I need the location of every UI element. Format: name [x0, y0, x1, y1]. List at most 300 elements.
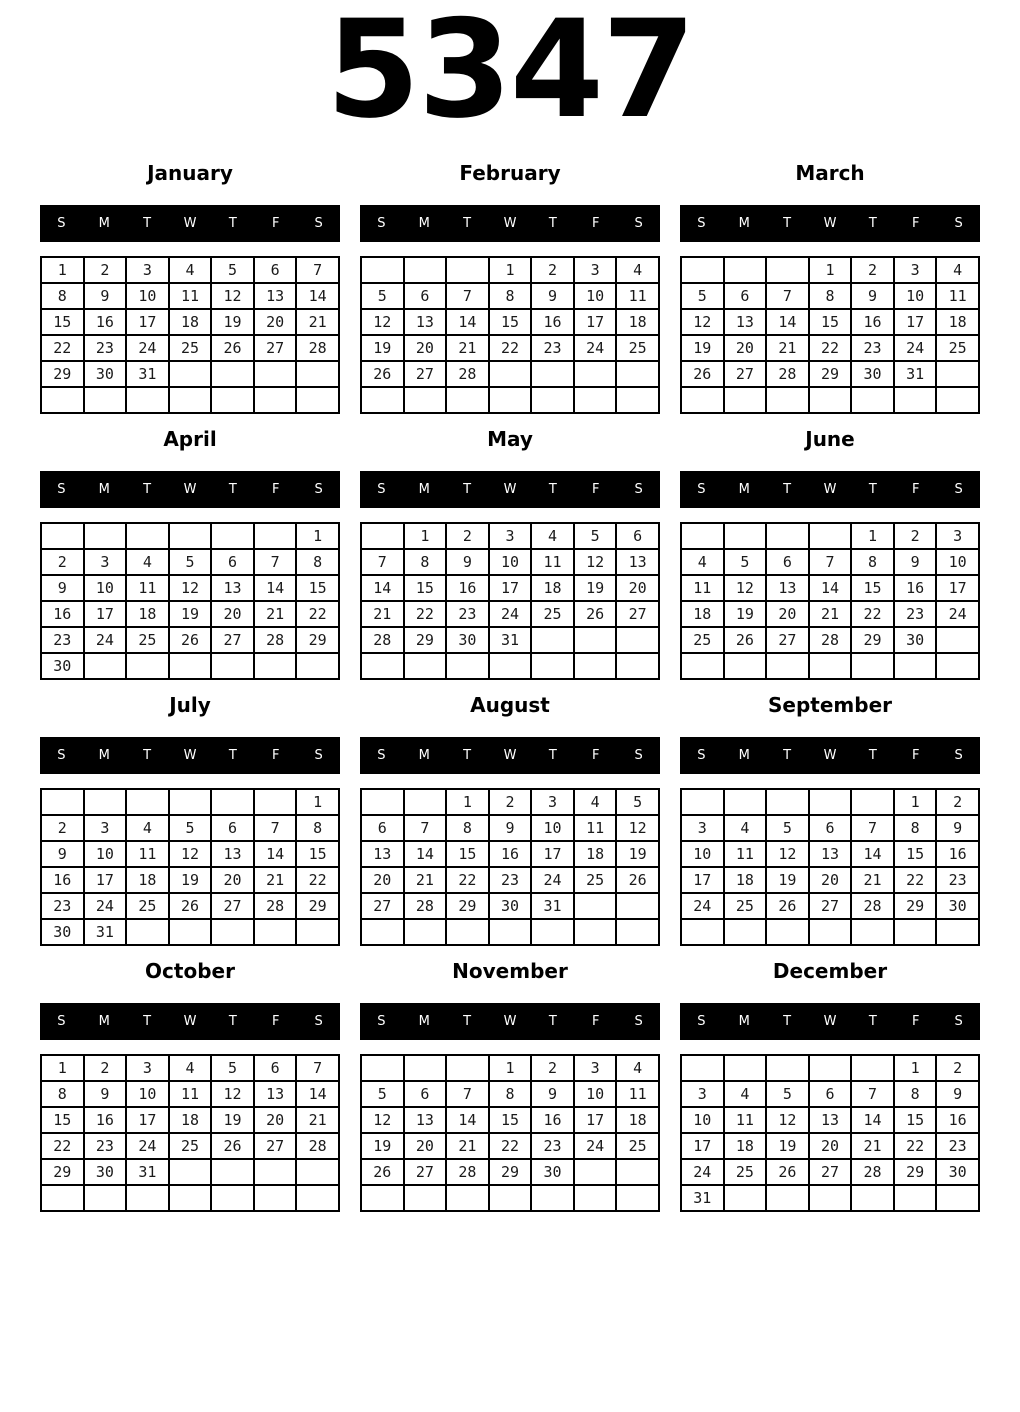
day-cell: 12 — [211, 283, 254, 309]
month-title: December — [772, 959, 888, 983]
day-cell: 12 — [574, 549, 617, 575]
empty-day-cell — [296, 387, 339, 413]
day-cell: 29 — [489, 1159, 532, 1185]
week-row — [681, 387, 979, 413]
day-cell: 14 — [446, 309, 489, 335]
day-cell: 9 — [936, 1081, 979, 1107]
day-cell: 24 — [936, 601, 979, 627]
weekday-header-row — [360, 471, 660, 508]
week-row — [681, 867, 979, 893]
week-row — [361, 653, 659, 679]
day-cell: 6 — [254, 257, 297, 283]
empty-day-cell — [254, 789, 297, 815]
day-cell: 29 — [404, 627, 447, 653]
day-cell: 25 — [616, 335, 659, 361]
day-cell: 23 — [489, 867, 532, 893]
day-cell: 27 — [809, 1159, 852, 1185]
weekday-label: T — [143, 748, 152, 763]
day-cell: 31 — [681, 1185, 724, 1211]
month-title: October — [145, 959, 235, 983]
day-cell: 6 — [766, 549, 809, 575]
empty-day-cell — [126, 653, 169, 679]
weekday-label: S — [634, 748, 643, 763]
day-cell: 11 — [574, 815, 617, 841]
weekday-label: F — [911, 216, 920, 231]
empty-day-cell — [851, 1055, 894, 1081]
day-cell: 15 — [489, 309, 532, 335]
day-cell: 21 — [851, 1133, 894, 1159]
day-cell: 28 — [446, 361, 489, 387]
empty-day-cell — [84, 1185, 127, 1211]
weekday-label: T — [228, 482, 237, 497]
weekday-label: S — [697, 216, 706, 231]
week-row — [361, 309, 659, 335]
day-cell: 6 — [809, 1081, 852, 1107]
weekday-label: M — [738, 216, 750, 231]
empty-day-cell — [809, 523, 852, 549]
empty-day-cell — [766, 1055, 809, 1081]
day-cell: 12 — [361, 1107, 404, 1133]
day-cell: 25 — [724, 1159, 767, 1185]
day-cell: 5 — [766, 1081, 809, 1107]
day-cell: 11 — [936, 283, 979, 309]
empty-day-cell — [489, 919, 532, 945]
day-cell: 17 — [531, 841, 574, 867]
day-cell: 17 — [489, 575, 532, 601]
month — [680, 425, 980, 680]
day-cell: 19 — [169, 601, 212, 627]
empty-day-cell — [616, 653, 659, 679]
weekday-label: F — [271, 482, 280, 497]
weekday-label: F — [591, 748, 600, 763]
weekday-label: T — [143, 482, 152, 497]
day-cell: 20 — [211, 601, 254, 627]
empty-day-cell — [724, 653, 767, 679]
empty-day-cell — [361, 1055, 404, 1081]
week-row — [41, 627, 339, 653]
empty-day-cell — [84, 653, 127, 679]
week-row — [681, 1081, 979, 1107]
day-cell: 1 — [489, 1055, 532, 1081]
day-cell: 1 — [851, 523, 894, 549]
empty-day-cell — [211, 789, 254, 815]
day-cell: 27 — [254, 335, 297, 361]
day-cell: 27 — [254, 1133, 297, 1159]
week-row — [41, 893, 339, 919]
day-cell: 13 — [361, 841, 404, 867]
day-cell: 23 — [446, 601, 489, 627]
day-cell: 24 — [574, 1133, 617, 1159]
day-cell: 1 — [809, 257, 852, 283]
weekday-label: F — [911, 748, 920, 763]
week-row — [41, 309, 339, 335]
month-day-grid — [680, 522, 980, 680]
week-row — [361, 815, 659, 841]
weekday-label: F — [271, 216, 280, 231]
empty-day-cell — [616, 893, 659, 919]
empty-day-cell — [41, 1185, 84, 1211]
week-row — [41, 1133, 339, 1159]
day-cell: 16 — [41, 867, 84, 893]
day-cell: 10 — [681, 841, 724, 867]
empty-day-cell — [851, 1185, 894, 1211]
day-cell: 7 — [809, 549, 852, 575]
day-cell: 23 — [936, 867, 979, 893]
day-cell: 5 — [574, 523, 617, 549]
week-row — [361, 1133, 659, 1159]
day-cell: 17 — [126, 309, 169, 335]
day-cell: 19 — [616, 841, 659, 867]
weekday-label: M — [98, 748, 110, 763]
day-cell: 24 — [126, 1133, 169, 1159]
year-title: 5347 — [326, 0, 694, 148]
empty-day-cell — [169, 361, 212, 387]
day-cell: 6 — [404, 283, 447, 309]
day-cell: 22 — [489, 335, 532, 361]
day-cell: 26 — [681, 361, 724, 387]
day-cell: 10 — [574, 283, 617, 309]
month-day-grid — [680, 1054, 980, 1212]
week-row — [41, 867, 339, 893]
week-row — [681, 283, 979, 309]
empty-day-cell — [169, 1159, 212, 1185]
day-cell: 21 — [446, 1133, 489, 1159]
day-cell: 8 — [296, 815, 339, 841]
day-cell: 18 — [169, 1107, 212, 1133]
day-cell: 14 — [296, 1081, 339, 1107]
month-day-grid — [680, 788, 980, 946]
day-cell: 27 — [404, 361, 447, 387]
week-row — [361, 387, 659, 413]
month-day-grid — [40, 788, 340, 946]
week-row — [41, 387, 339, 413]
empty-day-cell — [531, 1185, 574, 1211]
weekday-label: M — [738, 1014, 750, 1029]
day-cell: 24 — [84, 627, 127, 653]
day-cell: 29 — [41, 1159, 84, 1185]
day-cell: 17 — [574, 309, 617, 335]
day-cell: 6 — [809, 815, 852, 841]
weekday-label: W — [823, 748, 837, 763]
day-cell: 10 — [84, 575, 127, 601]
day-cell: 15 — [446, 841, 489, 867]
day-cell: 8 — [446, 815, 489, 841]
month — [40, 957, 340, 1212]
day-cell: 10 — [84, 841, 127, 867]
day-cell: 14 — [766, 309, 809, 335]
day-cell: 30 — [894, 627, 937, 653]
day-cell: 4 — [169, 1055, 212, 1081]
day-cell: 16 — [489, 841, 532, 867]
empty-day-cell — [211, 387, 254, 413]
day-cell: 23 — [851, 335, 894, 361]
day-cell: 29 — [296, 627, 339, 653]
empty-day-cell — [851, 653, 894, 679]
month-day-grid — [40, 1054, 340, 1212]
day-cell: 21 — [361, 601, 404, 627]
day-cell: 29 — [851, 627, 894, 653]
empty-day-cell — [936, 1185, 979, 1211]
day-cell: 4 — [531, 523, 574, 549]
weekday-label: W — [183, 482, 197, 497]
empty-day-cell — [489, 361, 532, 387]
weekday-label: T — [143, 1014, 152, 1029]
empty-day-cell — [254, 919, 297, 945]
empty-day-cell — [446, 919, 489, 945]
empty-day-cell — [574, 1185, 617, 1211]
empty-day-cell — [254, 1185, 297, 1211]
day-cell: 13 — [404, 1107, 447, 1133]
weekday-label: S — [634, 216, 643, 231]
weekday-label: S — [314, 748, 323, 763]
empty-day-cell — [894, 653, 937, 679]
day-cell: 11 — [616, 1081, 659, 1107]
weekday-label: M — [418, 482, 430, 497]
day-cell: 25 — [126, 627, 169, 653]
empty-day-cell — [616, 1159, 659, 1185]
week-row — [41, 257, 339, 283]
day-cell: 9 — [84, 283, 127, 309]
day-cell: 27 — [809, 893, 852, 919]
day-cell: 31 — [531, 893, 574, 919]
day-cell: 2 — [894, 523, 937, 549]
day-cell: 7 — [446, 283, 489, 309]
week-row — [681, 1159, 979, 1185]
weekday-label: W — [823, 1014, 837, 1029]
empty-day-cell — [211, 919, 254, 945]
day-cell: 28 — [766, 361, 809, 387]
day-cell: 26 — [574, 601, 617, 627]
day-cell: 17 — [894, 309, 937, 335]
day-cell: 20 — [724, 335, 767, 361]
day-cell: 28 — [296, 335, 339, 361]
day-cell: 20 — [404, 1133, 447, 1159]
day-cell: 16 — [851, 309, 894, 335]
day-cell: 16 — [531, 1107, 574, 1133]
day-cell: 2 — [936, 789, 979, 815]
weekday-label: T — [548, 216, 557, 231]
empty-day-cell — [254, 523, 297, 549]
day-cell: 1 — [446, 789, 489, 815]
day-cell: 30 — [531, 1159, 574, 1185]
weekday-label: M — [98, 482, 110, 497]
day-cell: 15 — [894, 841, 937, 867]
weekday-label: S — [314, 1014, 323, 1029]
day-cell: 30 — [41, 653, 84, 679]
day-cell: 30 — [936, 893, 979, 919]
week-row — [41, 1081, 339, 1107]
day-cell: 15 — [404, 575, 447, 601]
day-cell: 10 — [681, 1107, 724, 1133]
weekday-label: M — [738, 748, 750, 763]
day-cell: 23 — [41, 627, 84, 653]
day-cell: 12 — [724, 575, 767, 601]
empty-day-cell — [296, 1185, 339, 1211]
empty-day-cell — [574, 919, 617, 945]
day-cell: 21 — [809, 601, 852, 627]
day-cell: 21 — [254, 867, 297, 893]
day-cell: 15 — [296, 575, 339, 601]
weekday-label: S — [314, 216, 323, 231]
empty-day-cell — [404, 789, 447, 815]
day-cell: 20 — [616, 575, 659, 601]
day-cell: 27 — [616, 601, 659, 627]
day-cell: 5 — [681, 283, 724, 309]
day-cell: 14 — [404, 841, 447, 867]
day-cell: 30 — [936, 1159, 979, 1185]
week-row — [361, 1107, 659, 1133]
day-cell: 2 — [936, 1055, 979, 1081]
empty-day-cell — [296, 653, 339, 679]
day-cell: 29 — [809, 361, 852, 387]
day-cell: 10 — [894, 283, 937, 309]
weekday-label: M — [418, 748, 430, 763]
day-cell: 1 — [404, 523, 447, 549]
day-cell: 9 — [41, 841, 84, 867]
week-row — [361, 283, 659, 309]
empty-day-cell — [894, 919, 937, 945]
day-cell: 13 — [211, 575, 254, 601]
day-cell: 24 — [126, 335, 169, 361]
day-cell: 13 — [404, 309, 447, 335]
weekday-label: T — [783, 216, 792, 231]
day-cell: 3 — [84, 815, 127, 841]
day-cell: 24 — [84, 893, 127, 919]
day-cell: 4 — [169, 257, 212, 283]
day-cell: 3 — [894, 257, 937, 283]
day-cell: 19 — [211, 309, 254, 335]
day-cell: 27 — [724, 361, 767, 387]
empty-day-cell — [41, 789, 84, 815]
weekday-header-row — [40, 737, 340, 774]
day-cell: 28 — [446, 1159, 489, 1185]
day-cell: 20 — [809, 1133, 852, 1159]
empty-day-cell — [489, 387, 532, 413]
day-cell: 25 — [169, 1133, 212, 1159]
empty-day-cell — [766, 789, 809, 815]
day-cell: 27 — [211, 627, 254, 653]
empty-day-cell — [894, 1185, 937, 1211]
day-cell: 16 — [446, 575, 489, 601]
day-cell: 27 — [211, 893, 254, 919]
day-cell: 24 — [681, 893, 724, 919]
day-cell: 21 — [446, 335, 489, 361]
day-cell: 4 — [724, 1081, 767, 1107]
weekday-label: M — [98, 1014, 110, 1029]
day-cell: 8 — [489, 1081, 532, 1107]
day-cell: 14 — [809, 575, 852, 601]
week-row — [681, 893, 979, 919]
empty-day-cell — [809, 1055, 852, 1081]
week-row — [681, 257, 979, 283]
day-cell: 29 — [446, 893, 489, 919]
empty-day-cell — [574, 627, 617, 653]
day-cell: 21 — [296, 309, 339, 335]
week-row — [41, 1107, 339, 1133]
day-cell: 6 — [211, 549, 254, 575]
empty-day-cell — [724, 789, 767, 815]
empty-day-cell — [681, 653, 724, 679]
day-cell: 5 — [361, 283, 404, 309]
day-cell: 26 — [361, 361, 404, 387]
day-cell: 17 — [84, 601, 127, 627]
day-cell: 4 — [681, 549, 724, 575]
day-cell: 4 — [574, 789, 617, 815]
weekday-label: W — [183, 748, 197, 763]
empty-day-cell — [681, 1055, 724, 1081]
months-grid — [40, 159, 980, 1212]
weekday-header-row — [360, 1003, 660, 1040]
empty-day-cell — [361, 919, 404, 945]
day-cell: 18 — [616, 1107, 659, 1133]
day-cell: 2 — [446, 523, 489, 549]
week-row — [681, 1185, 979, 1211]
day-cell: 15 — [809, 309, 852, 335]
day-cell: 7 — [254, 815, 297, 841]
weekday-header-row — [680, 471, 980, 508]
day-cell: 15 — [296, 841, 339, 867]
empty-day-cell — [681, 523, 724, 549]
day-cell: 29 — [296, 893, 339, 919]
week-row — [681, 309, 979, 335]
empty-day-cell — [361, 789, 404, 815]
empty-day-cell — [724, 387, 767, 413]
weekday-label: W — [183, 1014, 197, 1029]
day-cell: 31 — [126, 1159, 169, 1185]
day-cell: 18 — [681, 601, 724, 627]
week-row — [681, 841, 979, 867]
day-cell: 20 — [254, 1107, 297, 1133]
week-row — [681, 1133, 979, 1159]
day-cell: 11 — [724, 1107, 767, 1133]
day-cell: 13 — [809, 1107, 852, 1133]
day-cell: 19 — [169, 867, 212, 893]
week-row — [681, 601, 979, 627]
month — [680, 159, 980, 414]
day-cell: 5 — [724, 549, 767, 575]
day-cell: 7 — [766, 283, 809, 309]
day-cell: 20 — [361, 867, 404, 893]
empty-day-cell — [84, 789, 127, 815]
empty-day-cell — [211, 653, 254, 679]
day-cell: 15 — [41, 309, 84, 335]
week-row — [361, 549, 659, 575]
week-row — [681, 549, 979, 575]
month — [360, 425, 660, 680]
empty-day-cell — [254, 653, 297, 679]
day-cell: 9 — [894, 549, 937, 575]
weekday-label: T — [868, 216, 877, 231]
day-cell: 21 — [766, 335, 809, 361]
weekday-label: F — [911, 482, 920, 497]
day-cell: 30 — [851, 361, 894, 387]
weekday-header-row — [40, 471, 340, 508]
day-cell: 2 — [41, 549, 84, 575]
day-cell: 9 — [41, 575, 84, 601]
day-cell: 25 — [126, 893, 169, 919]
empty-day-cell — [41, 387, 84, 413]
weekday-label: T — [868, 482, 877, 497]
day-cell: 25 — [616, 1133, 659, 1159]
day-cell: 28 — [361, 627, 404, 653]
empty-day-cell — [574, 361, 617, 387]
week-row — [681, 653, 979, 679]
day-cell: 9 — [84, 1081, 127, 1107]
day-cell: 6 — [724, 283, 767, 309]
week-row — [41, 601, 339, 627]
day-cell: 3 — [489, 523, 532, 549]
day-cell: 6 — [616, 523, 659, 549]
